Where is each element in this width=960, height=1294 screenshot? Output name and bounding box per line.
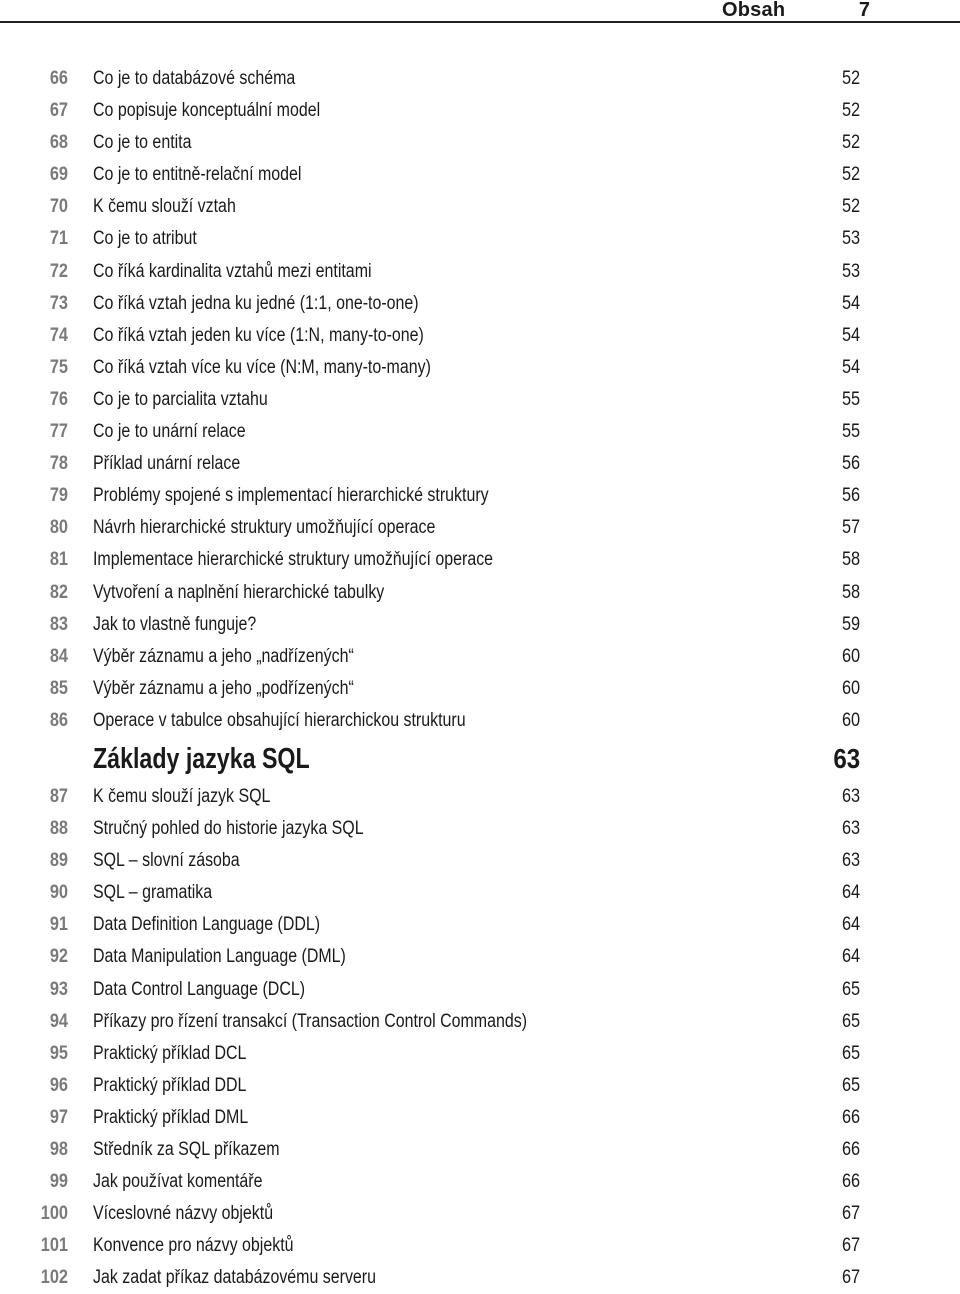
toc-entry-page: 55 xyxy=(841,421,860,443)
toc-entry-number: 92 xyxy=(49,946,68,968)
toc-entry-title[interactable]: Co říká vztah více ku více (N:M, many-to-many) xyxy=(93,356,431,378)
toc-entry-number: 73 xyxy=(49,292,68,314)
toc-entry-number: 66 xyxy=(49,68,68,89)
toc-entry-title[interactable]: Návrh hierarchické struktury umožňující operace xyxy=(93,517,436,539)
toc-entry[interactable] xyxy=(0,256,960,288)
toc-entry-number: 71 xyxy=(49,228,68,250)
toc-entry-page: 66 xyxy=(841,1171,860,1193)
header-rule xyxy=(0,21,960,23)
toc-entry-page: 65 xyxy=(841,1010,860,1032)
toc-entry[interactable] xyxy=(0,159,960,191)
toc-entry-title[interactable]: Co je to parcialita vztahu xyxy=(93,388,268,410)
toc-entry[interactable] xyxy=(0,1198,960,1230)
toc-entry-title[interactable]: Praktický příklad DML xyxy=(93,1106,249,1128)
toc-entry-title[interactable]: Data Manipulation Language (DML) xyxy=(93,946,346,968)
toc-entry[interactable] xyxy=(0,1006,960,1038)
toc-entry[interactable] xyxy=(0,1262,960,1294)
toc-entry-number: 94 xyxy=(49,1010,68,1032)
header-title: Obsah xyxy=(722,0,786,21)
toc-entry-number: 72 xyxy=(49,260,68,282)
toc-entry-page: 63 xyxy=(841,818,860,840)
toc-entry-page: 52 xyxy=(841,132,860,154)
toc-entry-page: 55 xyxy=(841,388,860,410)
toc-entry-page: 52 xyxy=(841,164,860,186)
toc-entry-title[interactable]: Příklad unární relace xyxy=(93,453,241,475)
toc-entry-page: 60 xyxy=(841,645,860,667)
toc-entry[interactable] xyxy=(0,448,960,480)
toc-entry-number: 68 xyxy=(49,132,68,154)
toc-entry-number: 101 xyxy=(40,1235,68,1257)
toc-entry-number: 85 xyxy=(49,677,68,699)
toc-entry[interactable] xyxy=(0,544,960,576)
toc-entry-title[interactable]: Co popisuje konceptuální model xyxy=(93,100,321,122)
toc-entry[interactable] xyxy=(0,384,960,416)
toc-entry-number: 82 xyxy=(49,581,68,603)
toc-entry[interactable] xyxy=(0,877,960,909)
toc-entry-title[interactable]: Co je to atribut xyxy=(93,228,197,250)
toc-entry-title[interactable]: Data Control Language (DCL) xyxy=(93,978,306,1000)
toc-entry[interactable] xyxy=(0,223,960,255)
toc-entry-title[interactable]: Víceslovné názvy objektů xyxy=(93,1203,274,1225)
toc-entry-title[interactable]: Konvence pro názvy objektů xyxy=(93,1235,294,1257)
toc-entry[interactable] xyxy=(0,609,960,641)
toc-entry-page: 67 xyxy=(841,1203,860,1225)
toc-entry-page: 54 xyxy=(841,292,860,314)
toc-entry-page: 65 xyxy=(841,1042,860,1064)
toc-entry[interactable] xyxy=(0,1134,960,1166)
toc-entry-number: 99 xyxy=(49,1171,68,1193)
toc-entry[interactable] xyxy=(0,320,960,352)
toc-entry-number: 93 xyxy=(49,978,68,1000)
toc-entry-title[interactable]: K čemu slouží jazyk SQL xyxy=(93,785,271,807)
toc-entry[interactable] xyxy=(0,480,960,512)
toc-entry-page: 56 xyxy=(841,485,860,507)
toc-entry-title[interactable]: Praktický příklad DDL xyxy=(93,1074,247,1096)
table-of-contents xyxy=(0,63,960,1294)
toc-entry[interactable] xyxy=(0,941,960,973)
toc-entry-number: 98 xyxy=(49,1139,68,1160)
toc-entry-number: 91 xyxy=(49,914,68,936)
toc-entry[interactable] xyxy=(0,641,960,673)
chapter-heading[interactable] xyxy=(0,737,960,781)
toc-entry-number: 81 xyxy=(49,549,68,571)
toc-entry-title[interactable]: Implementace hierarchické struktury umožňující operace xyxy=(93,549,494,571)
toc-entry-title[interactable]: Výběr záznamu a jeho „podřízených“ xyxy=(93,677,354,699)
toc-entry-title[interactable]: Operace v tabulce obsahující hierarchickou strukturu xyxy=(93,709,466,731)
toc-entry-title[interactable]: Stručný pohled do historie jazyka SQL xyxy=(93,818,364,840)
toc-entry[interactable] xyxy=(0,577,960,609)
toc-entry-number: 89 xyxy=(49,850,68,872)
toc-entry-title[interactable]: Co říká kardinalita vztahů mezi entitami xyxy=(93,260,372,282)
toc-entry-page: 52 xyxy=(841,100,860,122)
toc-entry-number: 88 xyxy=(49,818,68,840)
toc-entry-page: 53 xyxy=(841,260,860,282)
toc-entry-number: 90 xyxy=(49,882,68,904)
toc-entry-number: 96 xyxy=(49,1074,68,1096)
toc-entry-number: 95 xyxy=(49,1042,68,1064)
toc-entry-title[interactable]: Praktický příklad DCL xyxy=(93,1042,247,1064)
toc-entry-number: 86 xyxy=(49,709,68,731)
chapter-page: 63 xyxy=(833,742,860,774)
toc-entry-title[interactable]: Co je to unární relace xyxy=(93,421,246,443)
toc-entry-number: 100 xyxy=(40,1203,68,1225)
toc-entry-number: 67 xyxy=(49,100,68,122)
toc-entry[interactable] xyxy=(0,95,960,127)
toc-entry-page: 66 xyxy=(841,1106,860,1128)
toc-entry-page: 67 xyxy=(841,1267,860,1289)
toc-entry-number: 70 xyxy=(49,196,68,218)
toc-entry-title[interactable]: Co říká vztah jedna ku jedné (1:1, one-to-one) xyxy=(93,292,419,314)
toc-entry-page: 52 xyxy=(841,68,860,89)
chapter-title[interactable]: Základy jazyka SQL xyxy=(93,742,310,775)
toc-entry-page: 53 xyxy=(841,228,860,250)
page-header xyxy=(0,0,960,22)
toc-entry[interactable] xyxy=(0,1230,960,1262)
toc-entry[interactable] xyxy=(0,288,960,320)
toc-entry[interactable] xyxy=(0,705,960,737)
toc-entry-page: 54 xyxy=(841,324,860,346)
toc-entry-title[interactable]: Jak to vlastně funguje? xyxy=(93,613,257,635)
toc-entry-title[interactable]: Co je to entitně-relační model xyxy=(93,164,302,186)
toc-entry-title[interactable]: Středník za SQL příkazem xyxy=(93,1139,280,1160)
toc-entry-page: 64 xyxy=(841,946,860,968)
toc-entry-number: 79 xyxy=(49,485,68,507)
toc-entry-title[interactable]: Problémy spojené s implementací hierarchické struktury xyxy=(93,485,489,507)
toc-entry-title[interactable]: Výběr záznamu a jeho „nadřízených“ xyxy=(93,645,354,667)
toc-entry[interactable] xyxy=(0,63,960,95)
toc-entry-number: 97 xyxy=(49,1106,68,1128)
toc-entry-number: 80 xyxy=(49,517,68,539)
toc-entry-page: 65 xyxy=(841,1074,860,1096)
toc-entry-page: 54 xyxy=(841,356,860,378)
toc-entry[interactable] xyxy=(0,781,960,813)
toc-entry-page: 63 xyxy=(841,785,860,807)
toc-entry[interactable] xyxy=(0,1102,960,1134)
toc-entry-title[interactable]: K čemu slouží vztah xyxy=(93,196,236,218)
toc-entry-title[interactable]: Jak používat komentáře xyxy=(93,1171,263,1193)
toc-entry-page: 59 xyxy=(841,613,860,635)
toc-entry-number: 87 xyxy=(49,785,68,807)
toc-entry-page: 57 xyxy=(841,517,860,539)
toc-entry-number: 77 xyxy=(49,421,68,443)
toc-entry-title[interactable]: SQL – gramatika xyxy=(93,882,213,904)
toc-entry[interactable] xyxy=(0,1166,960,1198)
toc-entry[interactable] xyxy=(0,191,960,223)
toc-entry[interactable] xyxy=(0,845,960,877)
toc-entry-number: 83 xyxy=(49,613,68,635)
toc-entry[interactable] xyxy=(0,352,960,384)
toc-entry-title[interactable]: SQL – slovní zásoba xyxy=(93,850,240,872)
toc-entry-title[interactable]: Příkazy pro řízení transakcí (Transaction Control Commands) xyxy=(93,1010,528,1032)
toc-entry[interactable] xyxy=(0,512,960,544)
toc-entry[interactable] xyxy=(0,1038,960,1070)
toc-entry[interactable] xyxy=(0,1070,960,1102)
toc-entry-title[interactable]: Co říká vztah jeden ku více (1:N, many-to-one) xyxy=(93,324,424,346)
toc-entry[interactable] xyxy=(0,673,960,705)
toc-entry-page: 52 xyxy=(841,196,860,218)
toc-entry-page: 64 xyxy=(841,882,860,904)
toc-entry[interactable] xyxy=(0,909,960,941)
toc-entry-page: 60 xyxy=(841,709,860,731)
toc-entry[interactable] xyxy=(0,813,960,845)
toc-entry[interactable] xyxy=(0,127,960,159)
toc-entry-page: 64 xyxy=(841,914,860,936)
toc-entry-page: 66 xyxy=(841,1139,860,1160)
toc-entry-page: 56 xyxy=(841,453,860,475)
toc-entry-number: 74 xyxy=(49,324,68,346)
toc-entry-number: 76 xyxy=(49,388,68,410)
toc-entry-page: 65 xyxy=(841,978,860,1000)
toc-entry-number: 78 xyxy=(49,453,68,475)
toc-entry-page: 58 xyxy=(841,549,860,571)
toc-entry-page: 63 xyxy=(841,850,860,872)
toc-entry-number: 69 xyxy=(49,164,68,186)
header-page-number: 7 xyxy=(858,0,870,21)
toc-entry-number: 84 xyxy=(49,645,68,667)
toc-entry-title[interactable]: Jak zadat příkaz databázovému serveru xyxy=(93,1267,377,1289)
toc-entry[interactable] xyxy=(0,416,960,448)
toc-entry[interactable] xyxy=(0,974,960,1006)
toc-entry-page: 58 xyxy=(841,581,860,603)
toc-entry-title[interactable]: Data Definition Language (DDL) xyxy=(93,914,321,936)
toc-entry-number: 75 xyxy=(49,356,68,378)
toc-entry-number: 102 xyxy=(40,1267,68,1289)
toc-entry-title[interactable]: Vytvoření a naplnění hierarchické tabulky xyxy=(93,581,385,603)
toc-entry-title[interactable]: Co je to entita xyxy=(93,132,192,154)
toc-entry-page: 60 xyxy=(841,677,860,699)
toc-entry-title[interactable]: Co je to databázové schéma xyxy=(93,68,296,89)
toc-entry-page: 67 xyxy=(841,1235,860,1257)
